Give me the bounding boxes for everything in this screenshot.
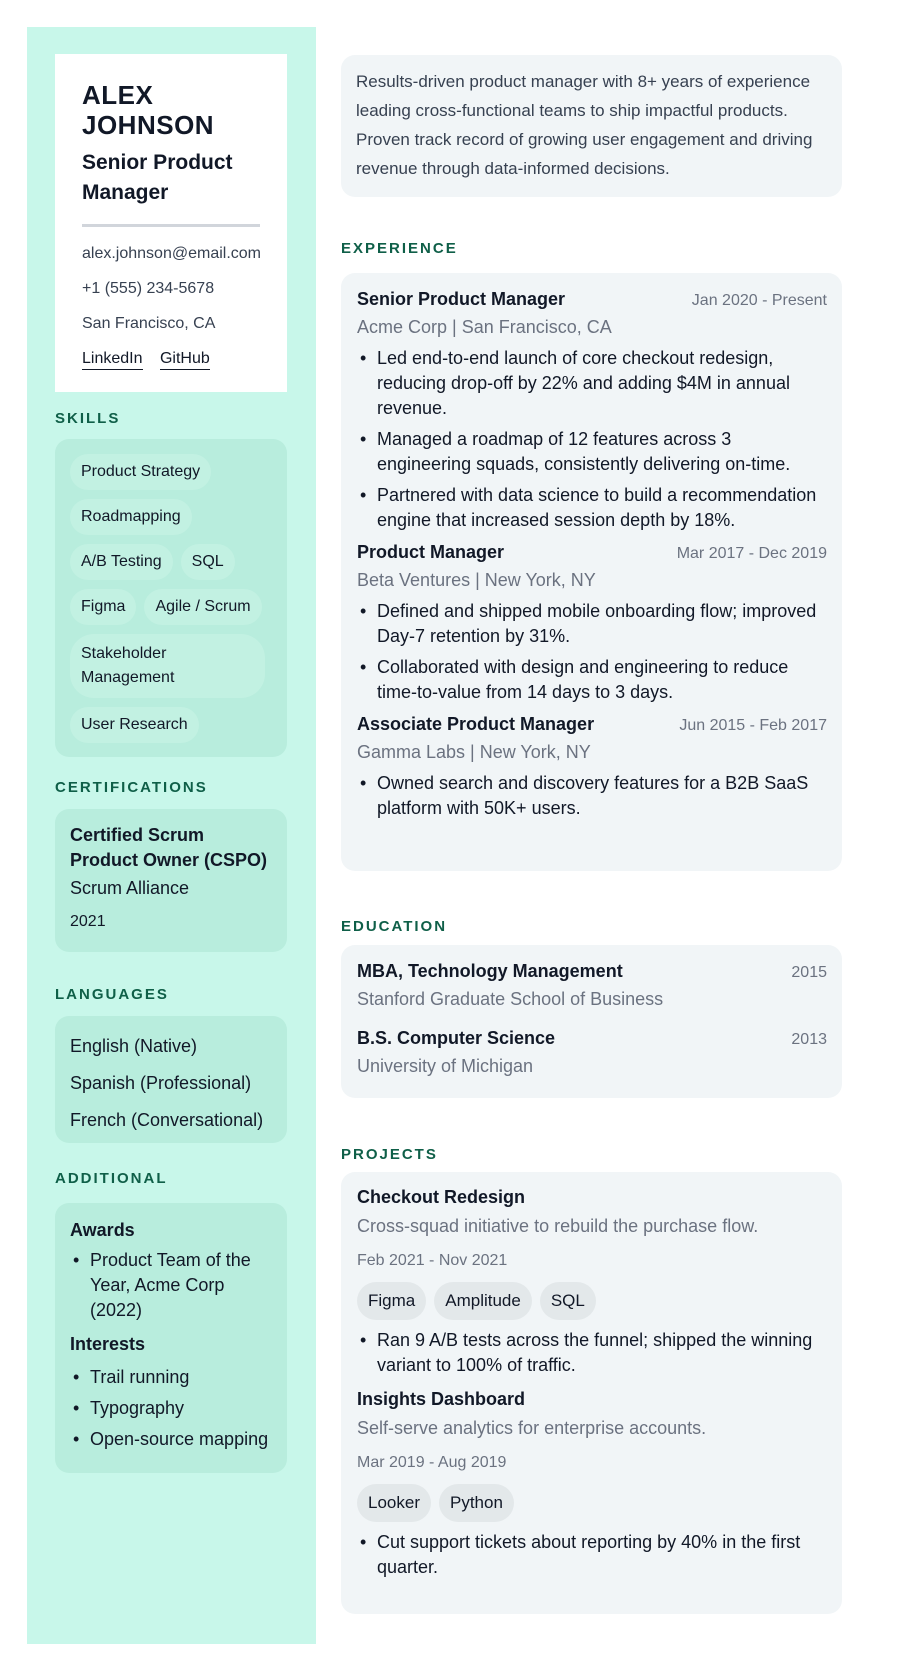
skills-box: [55, 439, 287, 757]
awards-heading: Awards: [70, 1220, 135, 1240]
name-line-1: ALEX: [82, 80, 154, 110]
interest-item: • Trail running: [70, 1362, 272, 1393]
project-tag: Figma: [357, 1282, 426, 1320]
profile-links: [82, 341, 260, 376]
interests-list: [70, 1362, 272, 1455]
certifications-heading: CERTIFICATIONS: [55, 779, 208, 796]
job-bullet: • Managed a roadmap of 12 features across 3 engineering squads, consistently delivering on-time.: [357, 427, 827, 477]
job-bullet: • Led end-to-end launch of core checkout redesign, reducing drop-off by 22% and adding $4M in annual revenue.: [357, 346, 827, 421]
linkedin-link[interactable]: LinkedIn: [82, 350, 143, 370]
skill-chip: Stakeholder Management: [70, 634, 265, 698]
project-dates: Feb 2021 - Nov 2021: [357, 1252, 508, 1269]
skill-chip: Product Strategy: [70, 454, 211, 490]
project-tag: Looker: [357, 1484, 431, 1522]
job-org: Gamma Labs | New York, NY: [357, 742, 591, 762]
experience-heading: EXPERIENCE: [341, 240, 458, 257]
project-title: Checkout Redesign: [357, 1187, 526, 1207]
job-bullet: • Partnered with data science to build a recommendation engine that increased session depth by 18%.: [357, 483, 827, 533]
summary-card: Results-driven product manager with 8+ years of experience leading cross-functional teams to ship impactful products. Proven track record of growing user engagement and driving revenue through data-informed decisions.: [341, 55, 842, 197]
degree: MBA, Technology Management: [357, 961, 623, 981]
job-dates: Mar 2017 - Dec 2019: [676, 545, 827, 562]
education-entry: [357, 1025, 827, 1081]
sidebar: [27, 27, 316, 1644]
job-entry: [357, 711, 827, 821]
project-tag: Python: [439, 1484, 514, 1522]
certification-title-line-2: Product Owner (CSPO): [70, 850, 268, 870]
project-tag: Amplitude: [434, 1282, 532, 1320]
name-line-2: JOHNSON: [82, 110, 215, 140]
project-entry: [357, 1386, 827, 1580]
interests-heading: Interests: [70, 1334, 146, 1354]
divider: [82, 224, 260, 227]
job-dates: Jun 2015 - Feb 2017: [679, 717, 827, 734]
degree: B.S. Computer Science: [357, 1028, 556, 1048]
job-dates: Jan 2020 - Present: [691, 292, 827, 309]
contact-email[interactable]: alex.johnson@email.com: [82, 245, 261, 262]
contact-phone: +1 (555) 234-5678: [82, 280, 215, 297]
skills-heading: SKILLS: [55, 410, 121, 427]
skill-chip: User Research: [70, 707, 199, 743]
certification-year: 2021: [70, 913, 106, 930]
certification-card: [55, 809, 287, 952]
education-card: [341, 945, 842, 1098]
additional-heading: ADDITIONAL: [55, 1170, 168, 1187]
graduation-year: 2013: [791, 1031, 827, 1048]
school: Stanford Graduate School of Business: [357, 989, 664, 1009]
project-dates: Mar 2019 - Aug 2019: [357, 1454, 507, 1471]
language-item: Spanish (Professional): [70, 1073, 252, 1093]
language-item: French (Conversational): [70, 1110, 264, 1130]
job-org: Beta Ventures | New York, NY: [357, 570, 596, 590]
experience-card: [341, 273, 842, 871]
languages-box: [55, 1016, 287, 1143]
languages-heading: LANGUAGES: [55, 986, 169, 1003]
skill-chip: Figma: [70, 589, 136, 625]
skill-chip: SQL: [181, 544, 235, 580]
education-heading: EDUCATION: [341, 918, 448, 935]
language-item: English (Native): [70, 1036, 198, 1056]
identity-card: [55, 54, 287, 392]
project-description: Self-serve analytics for enterprise accounts.: [357, 1418, 707, 1438]
projects-heading: PROJECTS: [341, 1146, 438, 1163]
awards-list: [70, 1248, 272, 1323]
skill-chip: A/B Testing: [70, 544, 173, 580]
job-entry: [357, 539, 827, 705]
interest-item: • Open-source mapping: [70, 1424, 272, 1455]
title-line-1: Senior Product: [82, 151, 233, 174]
skill-chip: Agile / Scrum: [144, 589, 261, 625]
project-title: Insights Dashboard: [357, 1389, 526, 1409]
job-title: Senior Product Manager: [357, 289, 566, 309]
contact-location: San Francisco, CA: [82, 315, 216, 332]
project-bullet: • Cut support tickets about reporting by 40% in the first quarter.: [357, 1530, 827, 1580]
job-org: Acme Corp | San Francisco, CA: [357, 317, 612, 337]
job-bullet: • Defined and shipped mobile onboarding flow; improved Day-7 retention by 31%.: [357, 599, 827, 649]
project-description: Cross-squad initiative to rebuild the purchase flow.: [357, 1216, 759, 1236]
additional-box: [55, 1203, 287, 1473]
job-title: Product Manager: [357, 542, 505, 562]
candidate-title: [82, 148, 260, 208]
skill-chip: Roadmapping: [70, 499, 192, 535]
job-bullet: • Collaborated with design and engineering to reduce time-to-value from 14 days to 3 days.: [357, 655, 827, 705]
school: University of Michigan: [357, 1056, 534, 1076]
interest-item: • Typography: [70, 1393, 272, 1424]
projects-card: [341, 1172, 842, 1614]
job-entry: [357, 286, 827, 533]
education-entry: [357, 958, 827, 1014]
project-tag: SQL: [540, 1282, 596, 1320]
certification-org: Scrum Alliance: [70, 878, 190, 898]
title-line-2: Manager: [82, 181, 169, 204]
award-item: • Product Team of the Year, Acme Corp (2022): [70, 1248, 272, 1323]
github-link[interactable]: GitHub: [160, 350, 210, 370]
job-bullet: • Owned search and discovery features for a B2B SaaS platform with 50K+ users.: [357, 771, 827, 821]
graduation-year: 2015: [791, 964, 827, 981]
certification-title: [70, 823, 272, 873]
candidate-name: [82, 80, 260, 140]
project-entry: [357, 1184, 827, 1378]
certification-title-line-1: Certified Scrum: [70, 825, 205, 845]
project-bullet: • Ran 9 A/B tests across the funnel; shipped the winning variant to 100% of traffic.: [357, 1328, 827, 1378]
job-title: Associate Product Manager: [357, 714, 595, 734]
